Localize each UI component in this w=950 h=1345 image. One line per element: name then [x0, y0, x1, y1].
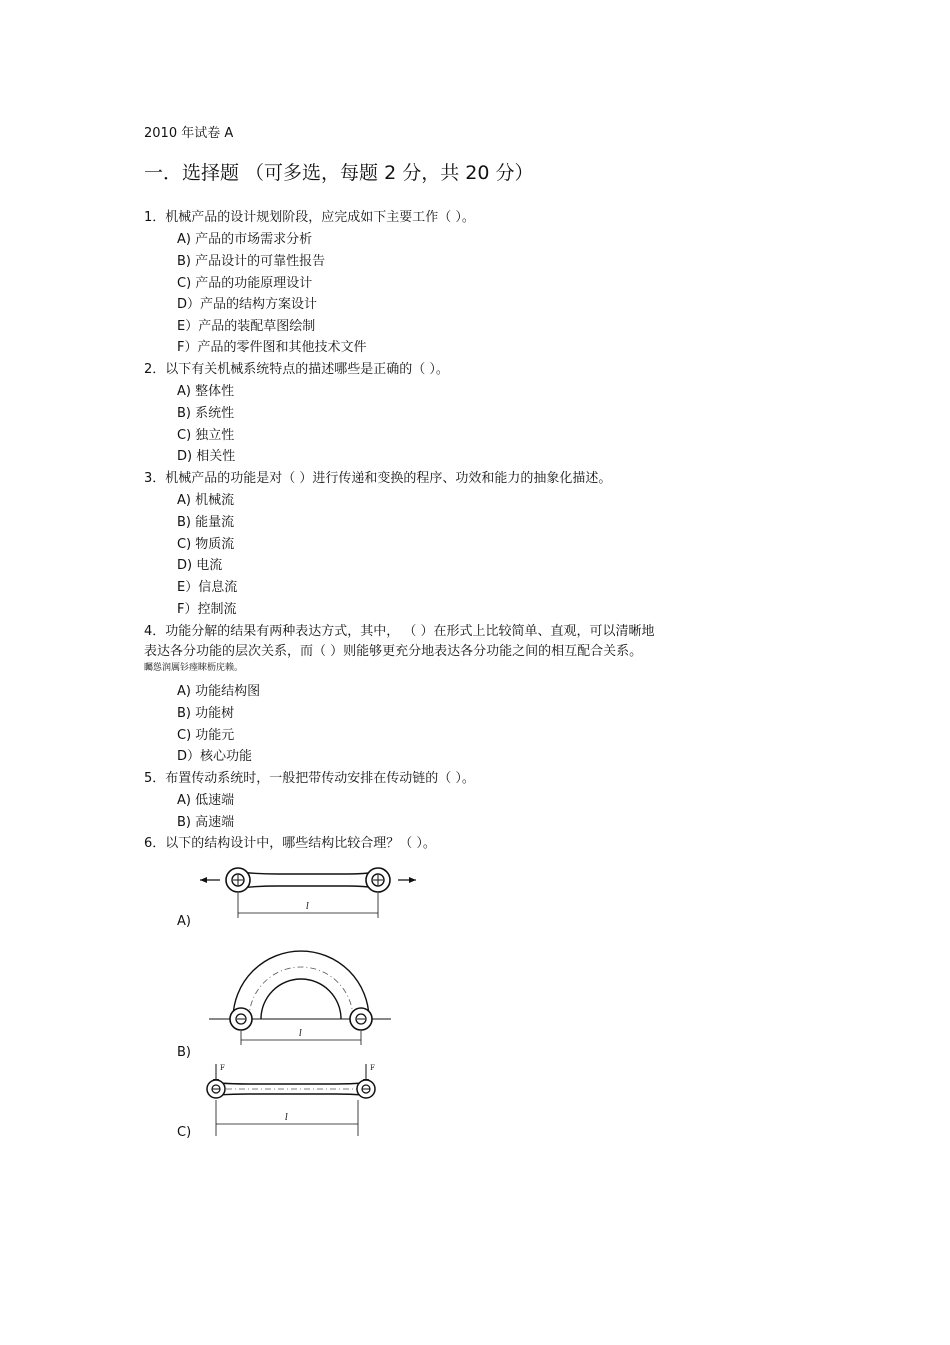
figure-a-dim-label: l — [306, 902, 309, 912]
q3-option-f: F）控制流 — [177, 602, 237, 617]
q1-option-a: A) 产品的市场需求分析 — [177, 232, 313, 247]
figure-b-arch-diagram — [205, 937, 395, 1045]
q3-option-c: C) 物质流 — [177, 537, 235, 552]
q6-option-b: B) — [177, 1045, 191, 1060]
q6-option-a: A) — [177, 914, 191, 929]
question-3: 3．机械产品的功能是对（ ）进行传递和变换的程序、功效和能力的抽象化描述。 — [144, 471, 612, 486]
paper-title: 2010 年试卷 A — [144, 126, 234, 141]
q5-option-a: A) 低速端 — [177, 793, 235, 808]
q4-option-b: B) 功能树 — [177, 706, 235, 721]
figure-c-dim-label: l — [285, 1113, 288, 1123]
q1-option-c: C) 产品的功能原理设计 — [177, 276, 313, 291]
figure-c-link-diagram — [200, 1060, 380, 1140]
q1-option-d: D）产品的结构方案设计 — [177, 297, 318, 312]
q5-option-b: B) 高速端 — [177, 815, 235, 830]
figure-c-force-label-left: F — [220, 1064, 225, 1072]
q1-option-f: F）产品的零件图和其他技术文件 — [177, 340, 367, 355]
q2-option-c: C) 独立性 — [177, 428, 235, 443]
q3-option-e: E）信息流 — [177, 580, 238, 595]
figure-b-dim-label: l — [299, 1029, 302, 1039]
q4-option-d: D）核心功能 — [177, 749, 253, 764]
question-6: 6．以下的结构设计中，哪些结构比较合理？（ ）。 — [144, 836, 436, 851]
question-4-line-1: 4．功能分解的结果有两种表达方式，其中， （ ）在形式上比较简单、直观，可以清晰地 — [144, 624, 655, 639]
q4-option-c: C) 功能元 — [177, 728, 235, 743]
q3-option-b: B) 能量流 — [177, 515, 235, 530]
figure-c-force-label-right: F — [370, 1064, 375, 1072]
q3-option-a: A) 机械流 — [177, 493, 235, 508]
q3-option-d: D) 电流 — [177, 558, 223, 573]
question-1: 1．机械产品的设计规划阶段，应完成如下主要工作（ ）。 — [144, 210, 475, 225]
q2-option-a: A) 整体性 — [177, 384, 235, 399]
q1-option-b: B) 产品设计的可靠性报告 — [177, 254, 326, 269]
q1-option-e: E）产品的装配草图绘制 — [177, 319, 316, 334]
q2-option-d: D) 相关性 — [177, 449, 236, 464]
question-4-line-3: 矚慫润厲钐瘗睞枥庑赖。 — [144, 663, 244, 673]
question-4-line-2: 表达各分功能的层次关系，而（ ）则能够更充分地表达各分功能之间的相互配合关系。 — [144, 644, 643, 659]
question-2: 2．以下有关机械系统特点的描述哪些是正确的（ ）。 — [144, 362, 449, 377]
q2-option-b: B) 系统性 — [177, 406, 235, 421]
q4-option-a: A) 功能结构图 — [177, 684, 261, 699]
figure-a-link-diagram — [198, 858, 418, 920]
q6-option-c: C) — [177, 1125, 192, 1140]
question-5: 5．布置传动系统时，一般把带传动安排在传动链的（ ）。 — [144, 771, 475, 786]
section-heading: 一．选择题 （可多选，每题 2 分，共 20 分） — [144, 162, 534, 184]
